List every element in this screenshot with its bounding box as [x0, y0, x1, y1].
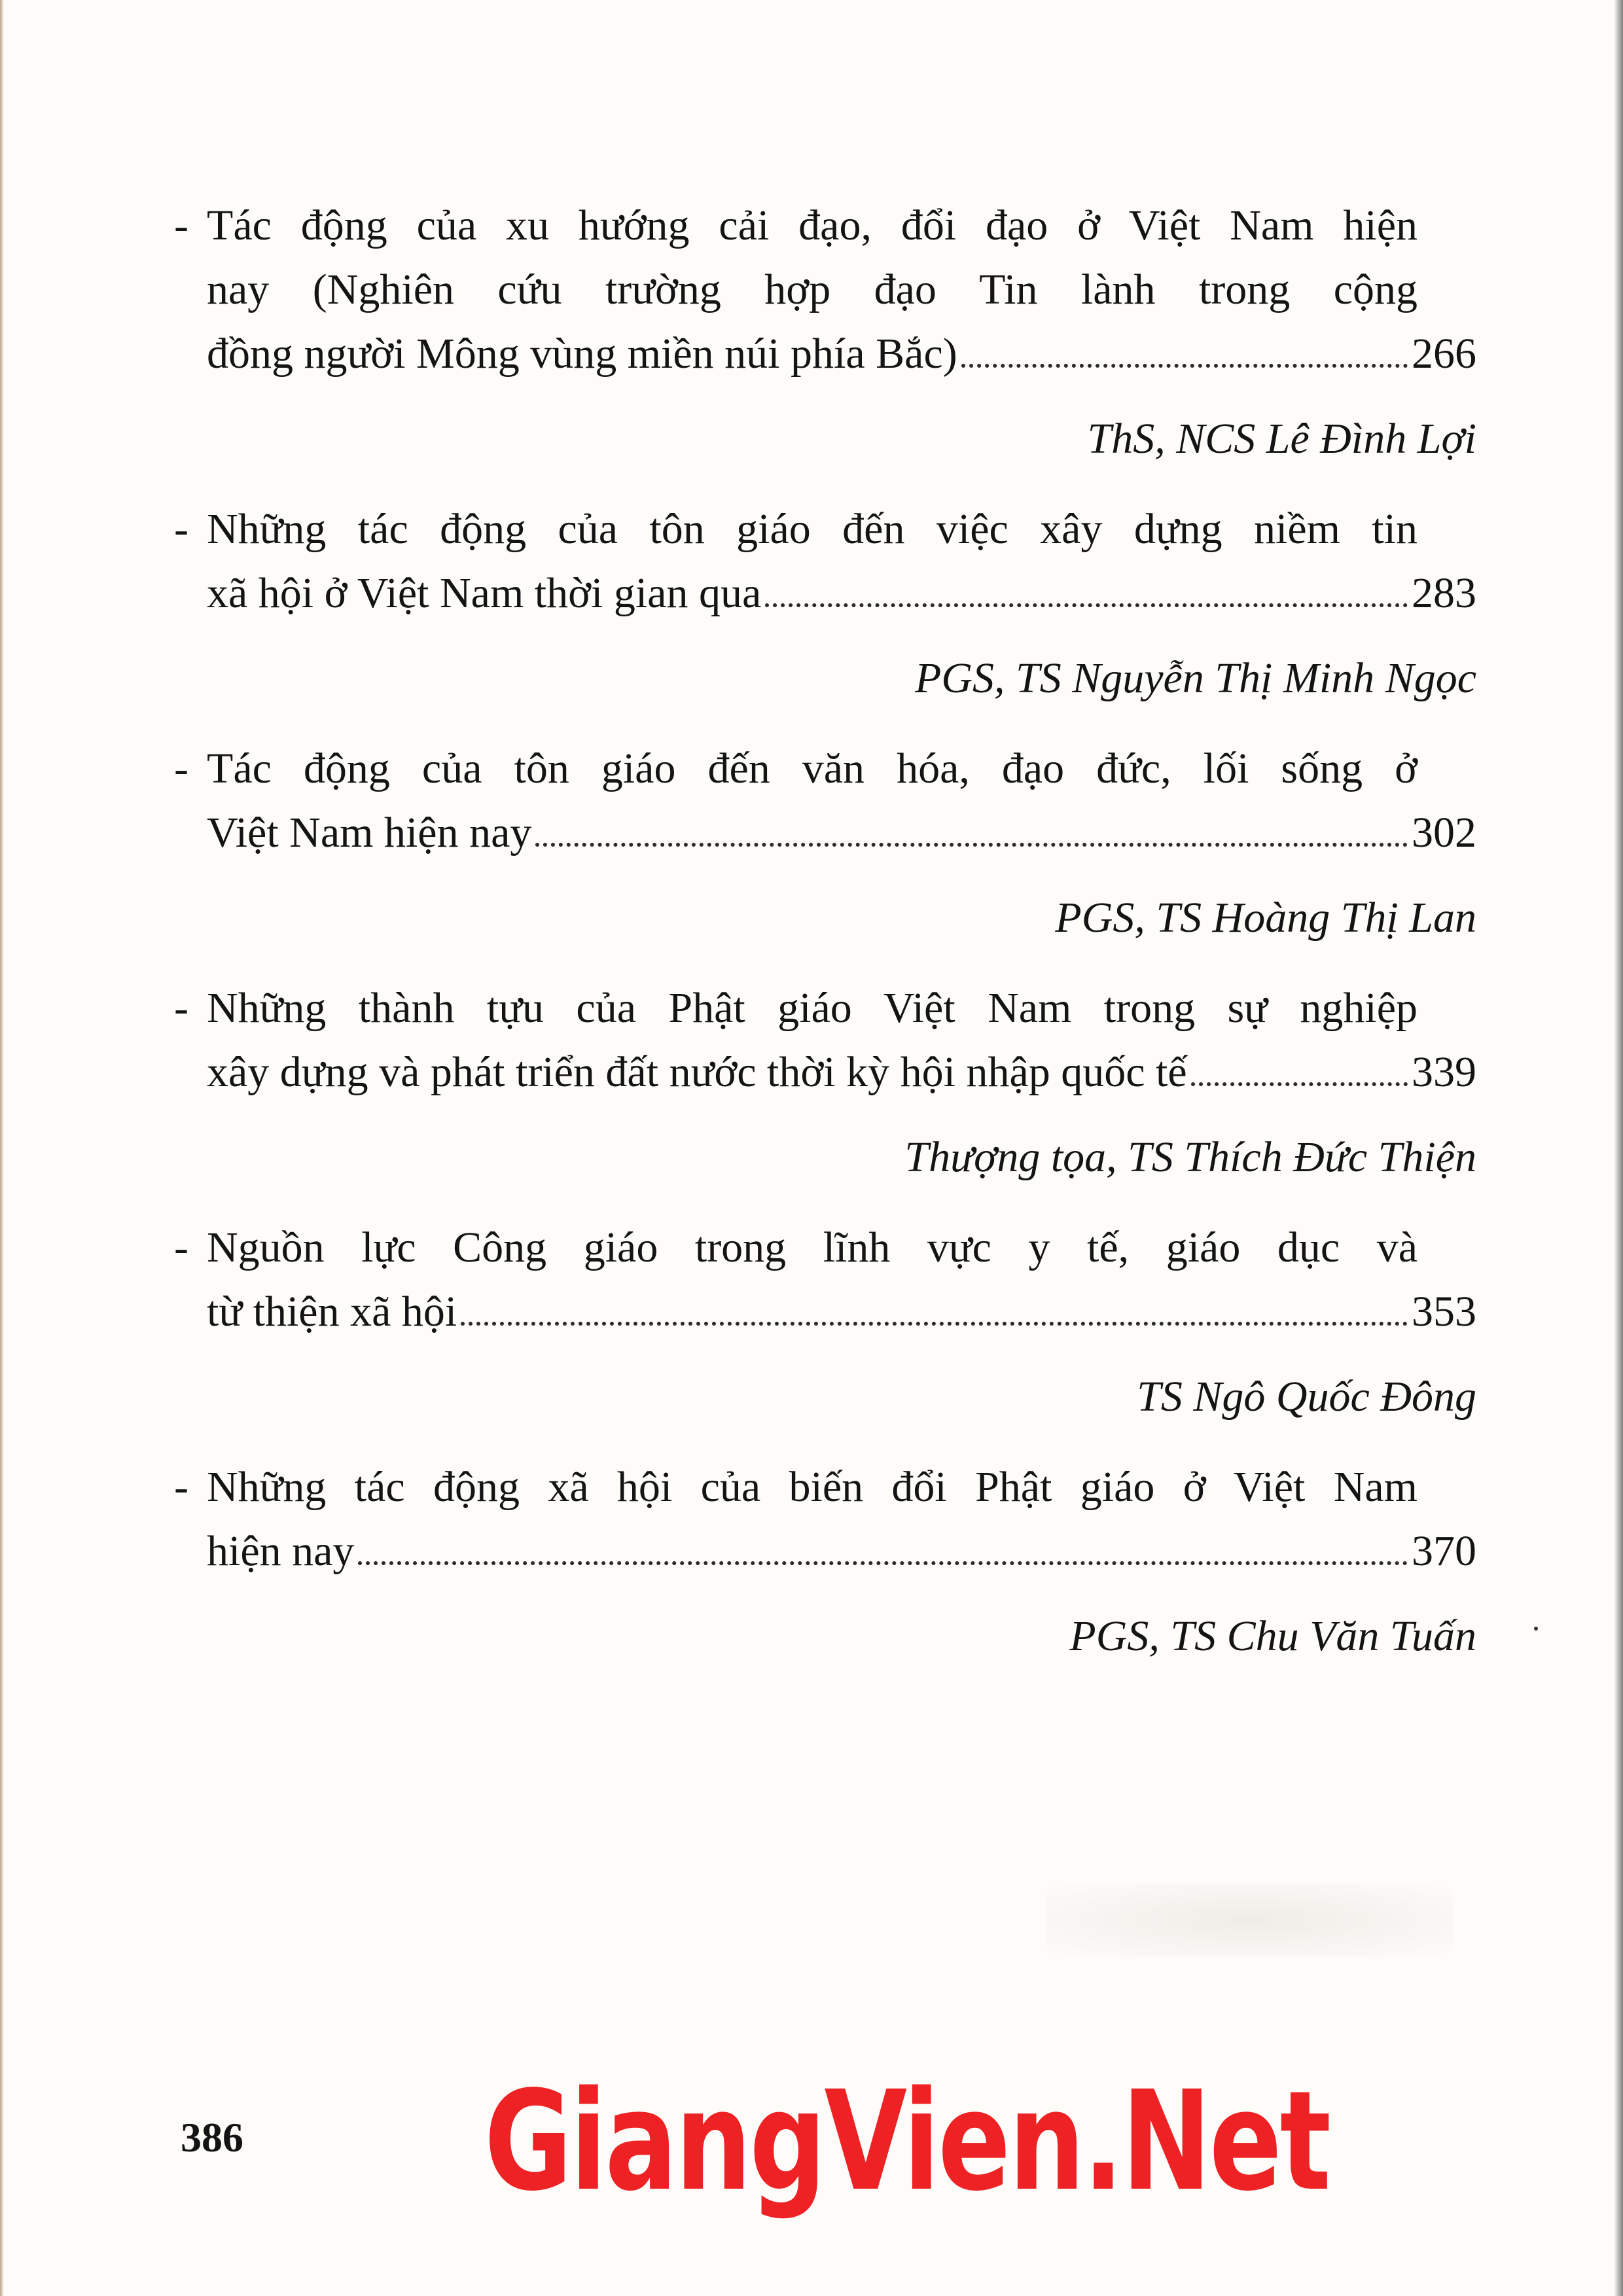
- table-of-contents: [174, 194, 1476, 1695]
- page-number: 386: [181, 2114, 243, 2161]
- entry-page-number: 370: [1412, 1527, 1476, 1575]
- entry-author: PGS, TS Hoàng Thị Lan: [1055, 894, 1476, 942]
- entry-page-number: 353: [1412, 1288, 1476, 1335]
- dot-leader: [358, 1561, 1408, 1565]
- entry-title-line: Những tác động xã hội của biến đổi Phật giáo ở Việt Nam: [207, 1463, 1418, 1511]
- entry-title-last-line: hiện nay: [207, 1527, 355, 1575]
- entry-author: PGS, TS Nguyễn Thị Minh Ngọc: [915, 654, 1476, 702]
- entry-dash: -: [174, 984, 188, 1032]
- dot-leader: [461, 1321, 1408, 1326]
- entry-dash: -: [174, 745, 188, 792]
- entry-page-number: 302: [1412, 809, 1476, 857]
- entry-last-line: [207, 1280, 1476, 1344]
- entry-author: ThS, NCS Lê Đình Lợi: [1087, 415, 1476, 463]
- entry-dash: -: [174, 202, 188, 249]
- stray-dot: [1534, 1627, 1538, 1631]
- page-edge-right: [1614, 0, 1623, 2296]
- toc-entry: [174, 194, 1476, 386]
- toc-entry: [174, 737, 1476, 865]
- page-edge-left: [0, 0, 4, 2296]
- entry-page-number: 283: [1412, 569, 1476, 617]
- entry-page-number: 266: [1412, 330, 1476, 378]
- entry-dash: -: [174, 505, 188, 553]
- entry-title-line: Nguồn lực Công giáo trong lĩnh vực y tế, giáo dục và: [207, 1224, 1418, 1271]
- toc-entry: [174, 1216, 1476, 1344]
- entry-author: PGS, TS Chu Văn Tuấn: [1069, 1612, 1476, 1660]
- toc-entry: [174, 497, 1476, 626]
- entry-title-last-line: đồng người Mông vùng miền núi phía Bắc): [207, 330, 957, 378]
- dot-leader: [961, 363, 1408, 368]
- entry-author: Thượng tọa, TS Thích Đức Thiện: [904, 1133, 1476, 1181]
- dot-leader: [1191, 1082, 1408, 1086]
- faint-bleed-through: [1047, 1884, 1453, 1956]
- entry-last-line: [207, 1040, 1476, 1104]
- entry-title-line: Tác động của xu hướng cải đạo, đổi đạo ở Việt Nam hiện: [207, 202, 1418, 249]
- entry-title: [207, 976, 1418, 1040]
- watermark-logo: GiangVien.Net: [484, 2061, 1329, 2221]
- entry-title-line: Những tác động của tôn giáo đến việc xây dựng niềm tin: [207, 505, 1418, 553]
- entry-title-last-line: xã hội ở Việt Nam thời gian qua: [207, 569, 762, 617]
- entry-dash: -: [174, 1224, 188, 1271]
- entry-title-last-line: Việt Nam hiện nay: [207, 809, 532, 857]
- entry-title: [207, 194, 1418, 322]
- entry-last-line: [207, 561, 1476, 626]
- entry-title-line: nay (Nghiên cứu trường hợp đạo Tin lành trong cộng: [207, 266, 1418, 313]
- entry-last-line: [207, 801, 1476, 865]
- entry-title: [207, 1455, 1418, 1519]
- toc-entry: [174, 1455, 1476, 1583]
- entry-title-line: Tác động của tôn giáo đến văn hóa, đạo đức, lối sống ở: [207, 745, 1418, 792]
- entry-title: [207, 737, 1418, 801]
- entry-title-last-line: từ thiện xã hội: [207, 1288, 457, 1335]
- entry-title: [207, 1216, 1418, 1280]
- entry-title-last-line: xây dựng và phát triển đất nước thời kỳ hội nhập quốc tế: [207, 1048, 1187, 1096]
- entry-page-number: 339: [1412, 1048, 1476, 1096]
- entry-title-line: Những thành tựu của Phật giáo Việt Nam trong sự nghiệp: [207, 984, 1418, 1032]
- entry-last-line: [207, 1519, 1476, 1583]
- entry-title: [207, 497, 1418, 561]
- entry-dash: -: [174, 1463, 188, 1511]
- entry-author: TS Ngô Quốc Đông: [1137, 1373, 1476, 1421]
- dot-leader: [535, 842, 1408, 847]
- entry-last-line: [207, 322, 1476, 386]
- toc-entry: [174, 976, 1476, 1104]
- dot-leader: [765, 603, 1408, 607]
